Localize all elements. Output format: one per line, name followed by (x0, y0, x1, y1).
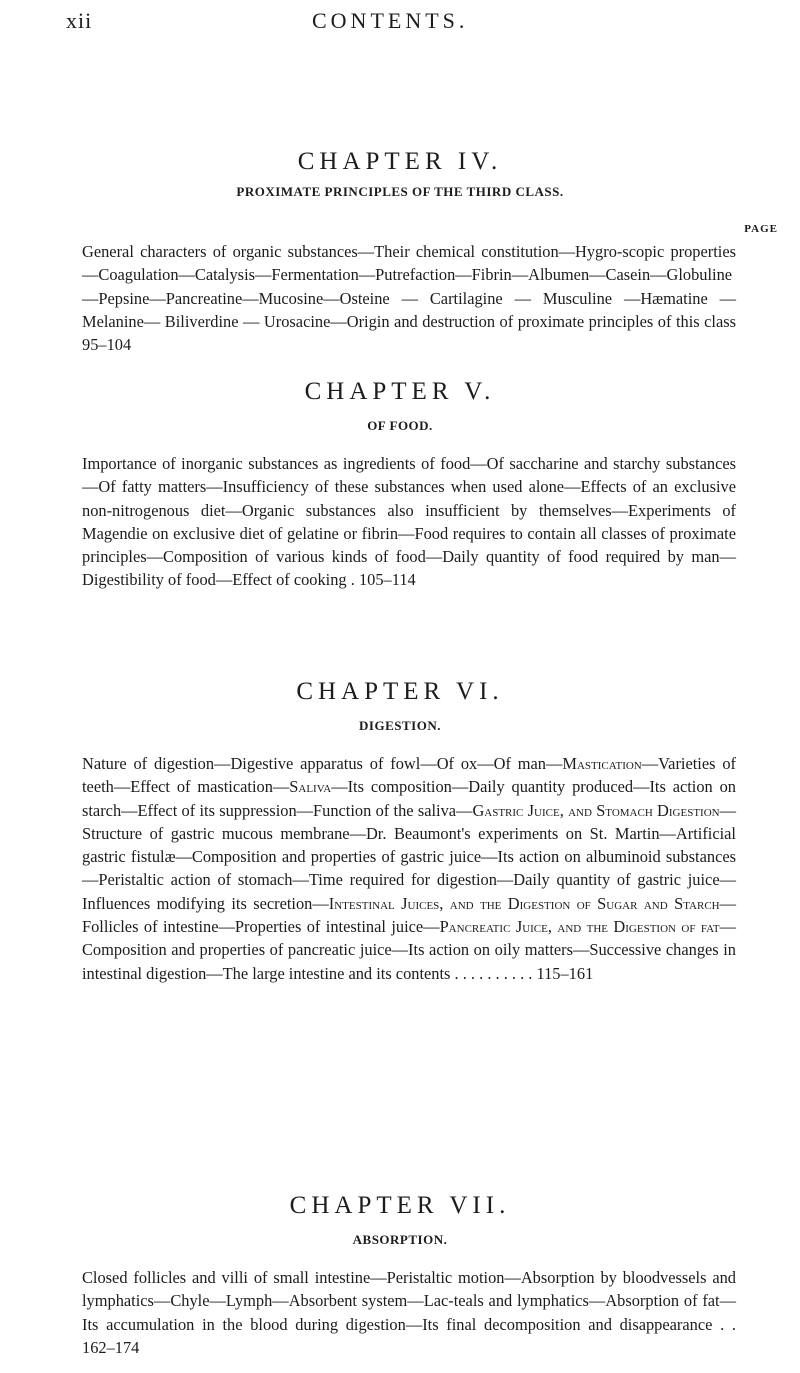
chapter-vi (0, 676, 800, 736)
summary-text: General characters of organic substances—Their chemical constitution—Hygro-scopic properties—Coagulation—Catalysis—Fermentation—Putrefaction—Fibrin—Albumen—Casein—Globuline—Pepsine—Pancreatine—Mucosine—Osteine — Cartilagine — Musculine —Hæmatine —Melanine— Biliverdine — Urosacine—Origin and destruction of proximate principles of this class (82, 242, 736, 331)
section-heading: Mastication (562, 754, 642, 773)
chapter-title: CHAPTER V. (304, 378, 496, 405)
chapter-subtitle: PROXIMATE PRINCIPLES OF THE THIRD CLASS. (236, 184, 564, 199)
chapter-subtitle: DIGESTION. (359, 718, 441, 733)
chapter-iv (0, 146, 800, 202)
summary-text: —Its composition—Daily quantity produced—Its action on starch—Effect of its suppression—Function of the saliva— (82, 777, 736, 820)
summary-text: Closed follicles and villi of small intestine—Peristaltic motion—Absorption by bloodvessels and lymphatics—Chyle—Lymph—Absorbent system—Lac-teals and lymphatics—Absorption of fat—Its accumulation in the blood during digestion—Its final decomposition and disappearance (82, 1268, 736, 1334)
dot-leader: . (350, 570, 355, 590)
chapter-title: CHAPTER VII. (289, 1192, 511, 1219)
chapter-title: CHAPTER IV. (297, 148, 503, 175)
chapter-subtitle: OF FOOD. (367, 418, 433, 433)
chapter-summary (82, 752, 736, 985)
section-heading: Intestinal Juices, and the Digestion of Sugar and Starch (328, 893, 720, 913)
dot-leader: . . . . . . . . . . (454, 963, 533, 983)
dot-leader: . . (720, 1314, 736, 1334)
summary-text: —Varieties of teeth—Effect of mastication— (82, 754, 737, 797)
summary-text: Nature of digestion—Digestive apparatus of fowl—Of ox—Of man— (82, 754, 563, 773)
running-title: CONTENTS. (312, 8, 469, 33)
section-heading: Saliva (289, 777, 332, 797)
summary-text: —Composition and properties of pancreatic juice—Its action on oily matters—Successive changes in intestinal digestion—The large intestine and its contents (82, 917, 736, 983)
chapter-v (0, 376, 800, 436)
summary-text: —Structure of gastric mucous membrane—Dr. Beaumont's experiments on St. Martin—Artificial gastric fistulæ—Composition and properties of gastric juice—Its action on albuminoid substances—Peristaltic action of stomach—Time required for digestion—Daily quantity of gastric juice—Influences modifying its secretion— (82, 800, 736, 913)
chapter-title: CHAPTER VI. (296, 678, 504, 705)
chapter-vii (0, 1190, 800, 1250)
section-heading: Pancreatic Juice, and the Digestion of fat (439, 917, 720, 937)
summary-text: Importance of inorganic substances as ingredients of food—Of saccharine and starchy substances—Of fatty matters—Insufficiency of these substances when used alone—Effects of an exclusive non-nitrogenous diet—Organic substances also insufficient by themselves—Experiments of Magendie on exclusive diet of gelatine or fibrin—Food requires to contain all classes of proximate principles—Composition of various kinds of food—Daily quantity of food required by man—Digestibility of food—Effect of cooking (82, 454, 736, 590)
chapter-summary (82, 452, 736, 592)
page-range: 115–161 (536, 963, 594, 983)
page-folio: xii (66, 8, 93, 33)
page-column-label: PAGE (744, 223, 778, 235)
summary-text: —Follicles of intestine—Properties of intestinal juice— (82, 893, 736, 937)
section-heading: Gastric Juice, and Stomach Digestion (472, 800, 720, 820)
chapter-subtitle: ABSORPTION. (352, 1232, 448, 1247)
chapter-summary (82, 240, 736, 356)
page-range: 95–104 (82, 335, 132, 355)
page-range: 105–114 (358, 570, 416, 590)
running-head (0, 8, 800, 38)
page-range: 162–174 (82, 1337, 140, 1357)
chapter-summary (82, 1266, 736, 1359)
